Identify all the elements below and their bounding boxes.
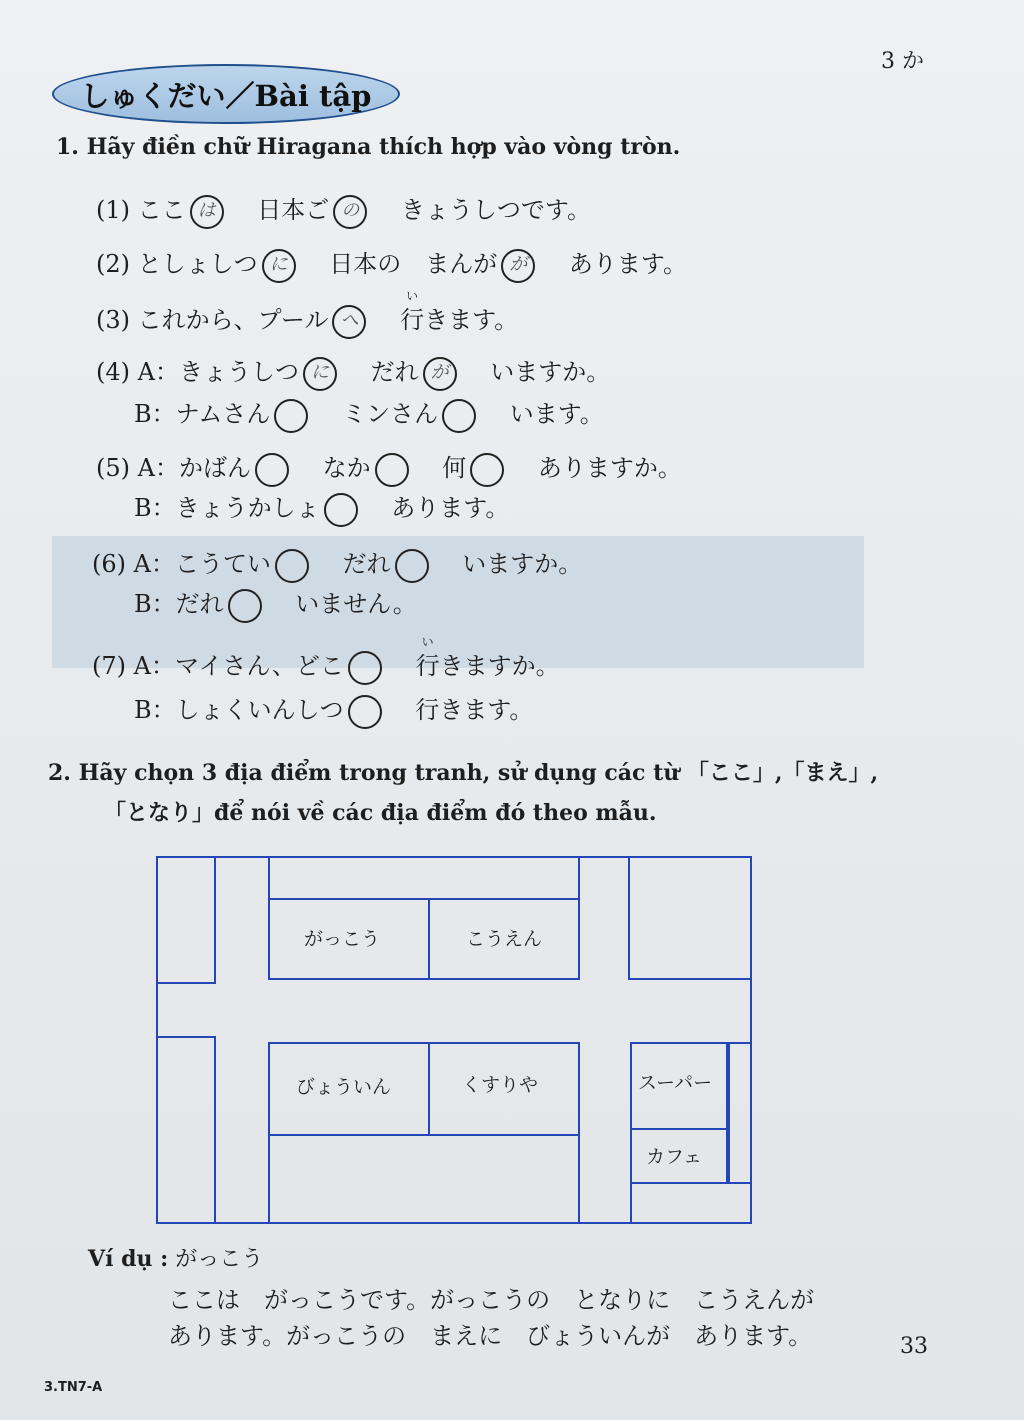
item-text: あります。 (568, 250, 688, 278)
answer-circle[interactable] (275, 549, 309, 583)
map-block (728, 1042, 752, 1184)
book-code: 3.TN7-A (44, 1380, 103, 1395)
q1-item-5a (96, 448, 682, 487)
example-line-1: ここは がっこうです。がっこうの となりに こうえんが (168, 1286, 815, 1314)
page-number: 33 (900, 1334, 928, 1359)
answer-circle[interactable]: が (423, 357, 457, 391)
map-block-school (268, 898, 430, 980)
item-text: 何 (442, 454, 467, 482)
furigana: い (421, 635, 434, 649)
item-text: B：しょくいんしつ (134, 696, 344, 724)
answer-circle[interactable] (274, 399, 308, 433)
q1-item-5b (134, 488, 509, 527)
item-text: 日本ご (257, 196, 330, 224)
map-block-park (428, 898, 580, 980)
q1-item-6b (134, 584, 417, 623)
item-text: これから、プール (137, 306, 329, 334)
answer-circle[interactable]: は (190, 195, 224, 229)
map-block-cafe (630, 1128, 728, 1184)
map-block-pharmacy (428, 1042, 580, 1136)
example-line-2: あります。がっこうの まえに びょういんが あります。 (168, 1322, 813, 1350)
item-text: あります。 (391, 494, 510, 522)
item-text: だれ (342, 550, 391, 578)
answer-circle[interactable]: に (303, 357, 337, 391)
chapter-label: 3 か (881, 49, 924, 74)
item-number: (7) (92, 652, 126, 680)
map-label-park: こうえん (466, 928, 543, 950)
answer-circle[interactable] (375, 453, 409, 487)
item-text: A：きょうしつ (137, 358, 299, 386)
item-text-with-furigana: い 行きますか。 (415, 635, 560, 680)
answer-circle[interactable] (228, 589, 262, 623)
item-text: B：きょうかしょ (134, 494, 320, 522)
q2-heading-line2: 「となり」để nói về các địa điểm đó theo mẫu. (104, 800, 657, 826)
item-number: (6) (92, 550, 126, 578)
item-text: きょうしつです。 (400, 196, 592, 224)
map-block-hospital (268, 1042, 430, 1136)
item-number: (3) (96, 306, 130, 334)
answer-circle[interactable]: へ (332, 305, 366, 339)
map-label-cafe: カフェ (646, 1146, 703, 1168)
answer-circle[interactable] (395, 549, 429, 583)
item-text: A：かばん (137, 454, 251, 482)
q1-item-7a (92, 635, 560, 685)
item-text: ここ (137, 196, 186, 224)
item-text: ミンさん (342, 400, 439, 428)
q1-item-2 (96, 244, 687, 283)
answer-circle[interactable] (348, 651, 382, 685)
map-block-supermarket (630, 1042, 728, 1130)
map-label-pharmacy: くすりや (462, 1074, 539, 1096)
item-text: いません。 (295, 590, 417, 618)
q1-item-4a (96, 352, 610, 391)
answer-circle[interactable]: の (333, 195, 367, 229)
item-text: ありますか。 (537, 454, 682, 482)
item-text: 行きます。 (415, 696, 534, 724)
item-text: なか (322, 454, 371, 482)
map-block (630, 1182, 752, 1224)
example-heading (88, 1242, 263, 1273)
answer-circle[interactable]: が (501, 249, 535, 283)
q2-heading-line1: 2. Hãy chọn 3 địa điểm trong tranh, sử dụng các từ 「ここ」,「まえ」, (48, 760, 879, 786)
item-text: A：マイさん、どこ (133, 652, 344, 680)
q1-item-7b (134, 690, 533, 729)
item-text: います。 (509, 400, 604, 428)
answer-circle[interactable] (255, 453, 289, 487)
answer-circle[interactable] (442, 399, 476, 433)
example-label: Ví dụ : (88, 1246, 169, 1272)
item-text: だれ (370, 358, 419, 386)
answer-circle[interactable]: に (262, 249, 296, 283)
item-number: (2) (96, 250, 130, 278)
item-number: (4) (96, 358, 130, 386)
map-block (268, 1134, 580, 1224)
furigana: い (406, 289, 419, 303)
item-text: 日本の まんが (329, 250, 498, 278)
item-text: B：ナムさん (134, 400, 271, 428)
q1-item-4b (134, 394, 604, 433)
answer-circle[interactable] (348, 695, 382, 729)
item-text: いますか。 (462, 550, 583, 578)
homework-title: しゅくだい／Bài tập (52, 64, 400, 124)
q1-item-6a (92, 544, 582, 583)
item-text: A：こうてい (133, 550, 271, 578)
item-number: (5) (96, 454, 130, 482)
map-block (156, 1036, 216, 1224)
q1-item-3 (96, 289, 519, 339)
q1-item-1 (96, 190, 591, 229)
map-block (156, 856, 216, 984)
map-border (156, 856, 752, 1224)
item-text: いますか。 (490, 358, 611, 386)
q1-heading: 1. Hãy điền chữ Hiragana thích hợp vào vòng tròn. (56, 134, 681, 160)
map-label-school: がっこう (304, 928, 381, 950)
example-word: がっこう (175, 1247, 264, 1272)
answer-circle[interactable] (470, 453, 504, 487)
map-block (268, 856, 580, 900)
item-number: (1) (96, 196, 130, 224)
item-text: B：だれ (134, 590, 224, 618)
answer-circle[interactable] (324, 493, 358, 527)
item-text-with-furigana: い 行きます。 (400, 289, 519, 334)
map-label-supermarket: スーパー (638, 1072, 713, 1094)
map-label-hospital: びょういん (296, 1076, 392, 1098)
item-text: としょしつ (137, 250, 258, 278)
map-block (628, 856, 752, 980)
